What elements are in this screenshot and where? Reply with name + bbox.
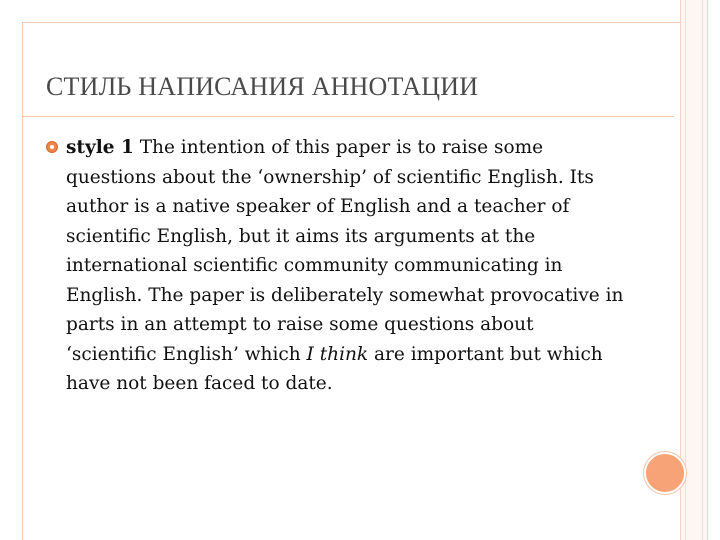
bullet-text-before: The intention of this paper is to raise some questions about the ‘ownership’ of scientific English. Its author is a native speaker of English and a teacher of scientific English, but it aims its arguments at the international scientific community communicating in English. The paper is deliberately somewhat provocative in parts in an attempt to raise some questions about ‘scientific English’ which [66, 137, 624, 365]
decorative-circle [644, 452, 686, 494]
title-divider [22, 116, 674, 117]
side-band-inner [685, 0, 703, 540]
bullet-emphasis: I think [306, 343, 369, 365]
bullet-paragraph [66, 133, 626, 399]
side-decorative-band [680, 0, 708, 540]
bullet-lead: style 1 [66, 137, 134, 158]
frame-left-line [22, 22, 23, 540]
frame-top-line [22, 22, 698, 23]
bullet-icon [46, 141, 58, 153]
bullet-text-after: are important but which have not been faced to date. [66, 343, 603, 394]
slide-title: СТИЛЬ НАПИСАНИЯ АННОТАЦИИ [46, 72, 479, 101]
